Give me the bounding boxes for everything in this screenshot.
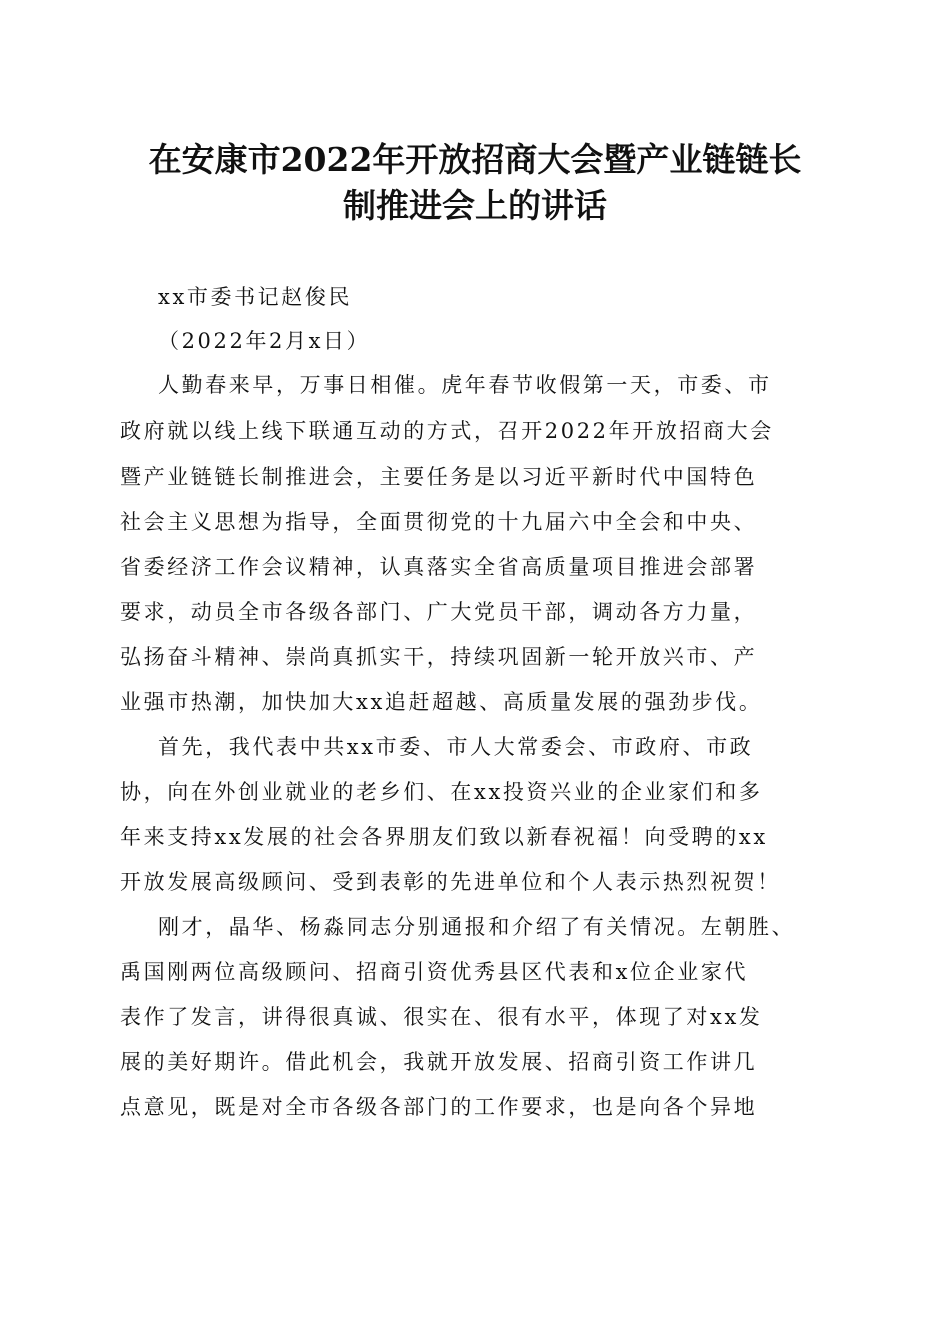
paragraph-line: 表作了发言，讲得很真诚、很实在、很有水平，体现了对xx发 [120,1005,763,1029]
paragraph-line: 要求，动员全市各级各部门、广大党员干部，调动各方力量， [120,600,758,624]
date-line: （2022年2月x日） [158,329,371,353]
paragraph-line: 政府就以线上线下联通互动的方式，召开2022年开放招商大会 [120,419,774,443]
author-line: xx市委书记赵俊民 [158,285,353,309]
paragraph-line: 点意见，既是对全市各级各部门的工作要求，也是向各个异地 [120,1095,758,1119]
paragraph-line: 业强市热潮，加快加大xx追赶超越、高质量发展的强劲步伐。 [120,690,763,714]
paragraph-line: 社会主义思想为指导，全面贯彻党的十九届六中全会和中央、 [120,510,758,534]
paragraph-line: 展的美好期许。借此机会，我就开放发展、招商引资工作讲几 [120,1050,758,1074]
document-title-line-1: 在安康市2022年开放招商大会暨产业链链长 [148,140,802,179]
paragraph-line: 人勤春来早，万事日相催。虎年春节收假第一天，市委、市 [158,373,772,397]
paragraph-line: 刚才，晶华、杨淼同志分别通报和介绍了有关情况。左朝胜、 [158,915,796,939]
paragraph-line: 禹国刚两位高级顾问、招商引资优秀县区代表和x位企业家代 [120,960,749,984]
paragraph-line: 协，向在外创业就业的老乡们、在xx投资兴业的企业家们和多 [120,780,763,804]
paragraph-line: 开放发展高级顾问、受到表彰的先进单位和个人表示热烈祝贺！ [120,870,781,894]
paragraph-line: 省委经济工作会议精神，认真落实全省高质量项目推进会部署 [120,555,758,579]
paragraph-line: 首先，我代表中共xx市委、市人大常委会、市政府、市政 [158,735,754,759]
paragraph-line: 年来支持xx发展的社会各界朋友们致以新春祝福！向受聘的xx [120,825,768,849]
paragraph-line: 弘扬奋斗精神、崇尚真抓实干，持续巩固新一轮开放兴市、产 [120,645,758,669]
document-title-line-2: 制推进会上的讲话 [343,186,607,225]
paragraph-line: 暨产业链链长制推进会，主要任务是以习近平新时代中国特色 [120,465,758,489]
